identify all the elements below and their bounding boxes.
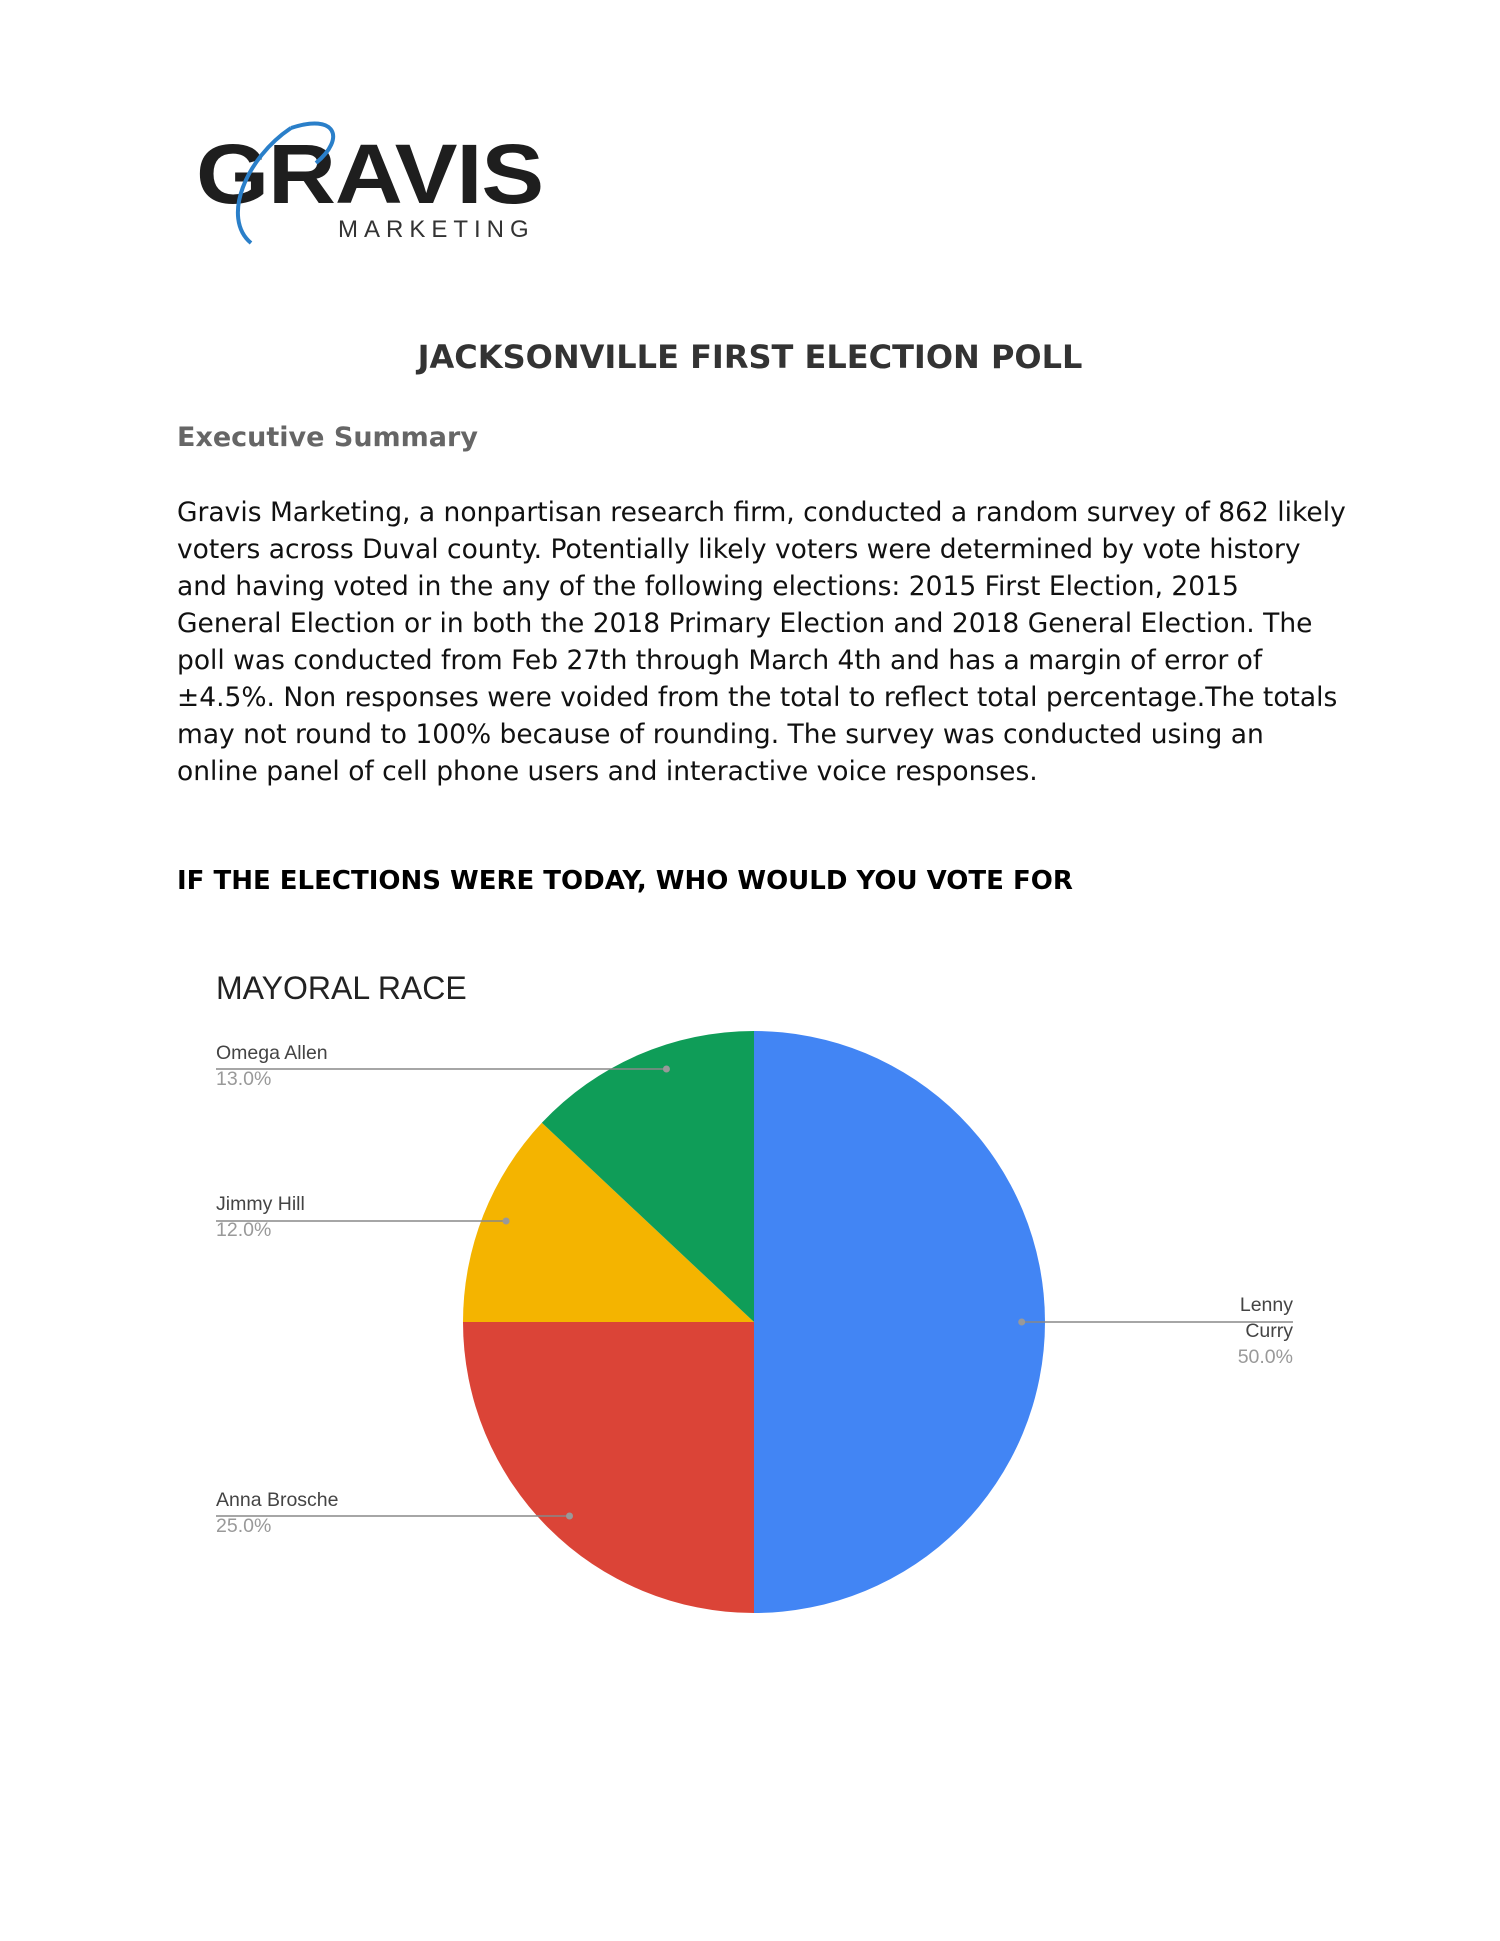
leader-dot bbox=[663, 1066, 670, 1073]
label-percent: 13.0% bbox=[216, 1068, 272, 1090]
question-heading: IF THE ELECTIONS WERE TODAY, WHO WOULD YOU VOTE FOR bbox=[177, 866, 1073, 896]
label-name: Omega Allen bbox=[216, 1042, 328, 1064]
label-lenny-curry bbox=[1193, 1292, 1293, 1370]
leader-dot bbox=[503, 1218, 510, 1225]
label-anna-brosche bbox=[216, 1487, 339, 1539]
pie-slice-lenny-curry bbox=[754, 1031, 1045, 1613]
leader-dot bbox=[1018, 1319, 1025, 1326]
chart-title: MAYORAL RACE bbox=[216, 970, 467, 1006]
pie-slice-anna-brosche bbox=[463, 1322, 754, 1613]
label-omega-allen bbox=[216, 1040, 328, 1092]
label-jimmy-hill bbox=[216, 1191, 305, 1243]
label-percent: 12.0% bbox=[216, 1219, 272, 1241]
leader-dot bbox=[566, 1513, 573, 1520]
label-name: Anna Brosche bbox=[216, 1489, 339, 1511]
page-title: JACKSONVILLE FIRST ELECTION POLL bbox=[417, 338, 1083, 376]
logo-wordmark: GRAVIS bbox=[196, 127, 544, 221]
summary-paragraph: Gravis Marketing, a nonpartisan research firm, conducted a random survey of 862 likely voters across Duval county. Potentially likely voters were determined by vote history and having voted in the any of the following elections: 2015 First Election, 2015 General Election or in both the 2018 Primary Election and 2018 General Election. The poll was conducted from Feb 27th through March 4th and has a margin of error of ±4.5%. Non responses were voided from the total to reflect total percentage.The totals may not round to 100% because of rounding. The survey was conducted using an online panel of cell phone users and interactive voice responses. bbox=[177, 497, 1346, 787]
label-name: Lenny Curry bbox=[1239, 1294, 1293, 1342]
logo-tagline: MARKETING bbox=[338, 216, 535, 243]
label-percent: 25.0% bbox=[216, 1515, 272, 1537]
label-name: Jimmy Hill bbox=[216, 1193, 305, 1215]
label-percent: 50.0% bbox=[1237, 1346, 1293, 1368]
section-heading: Executive Summary bbox=[177, 422, 478, 453]
